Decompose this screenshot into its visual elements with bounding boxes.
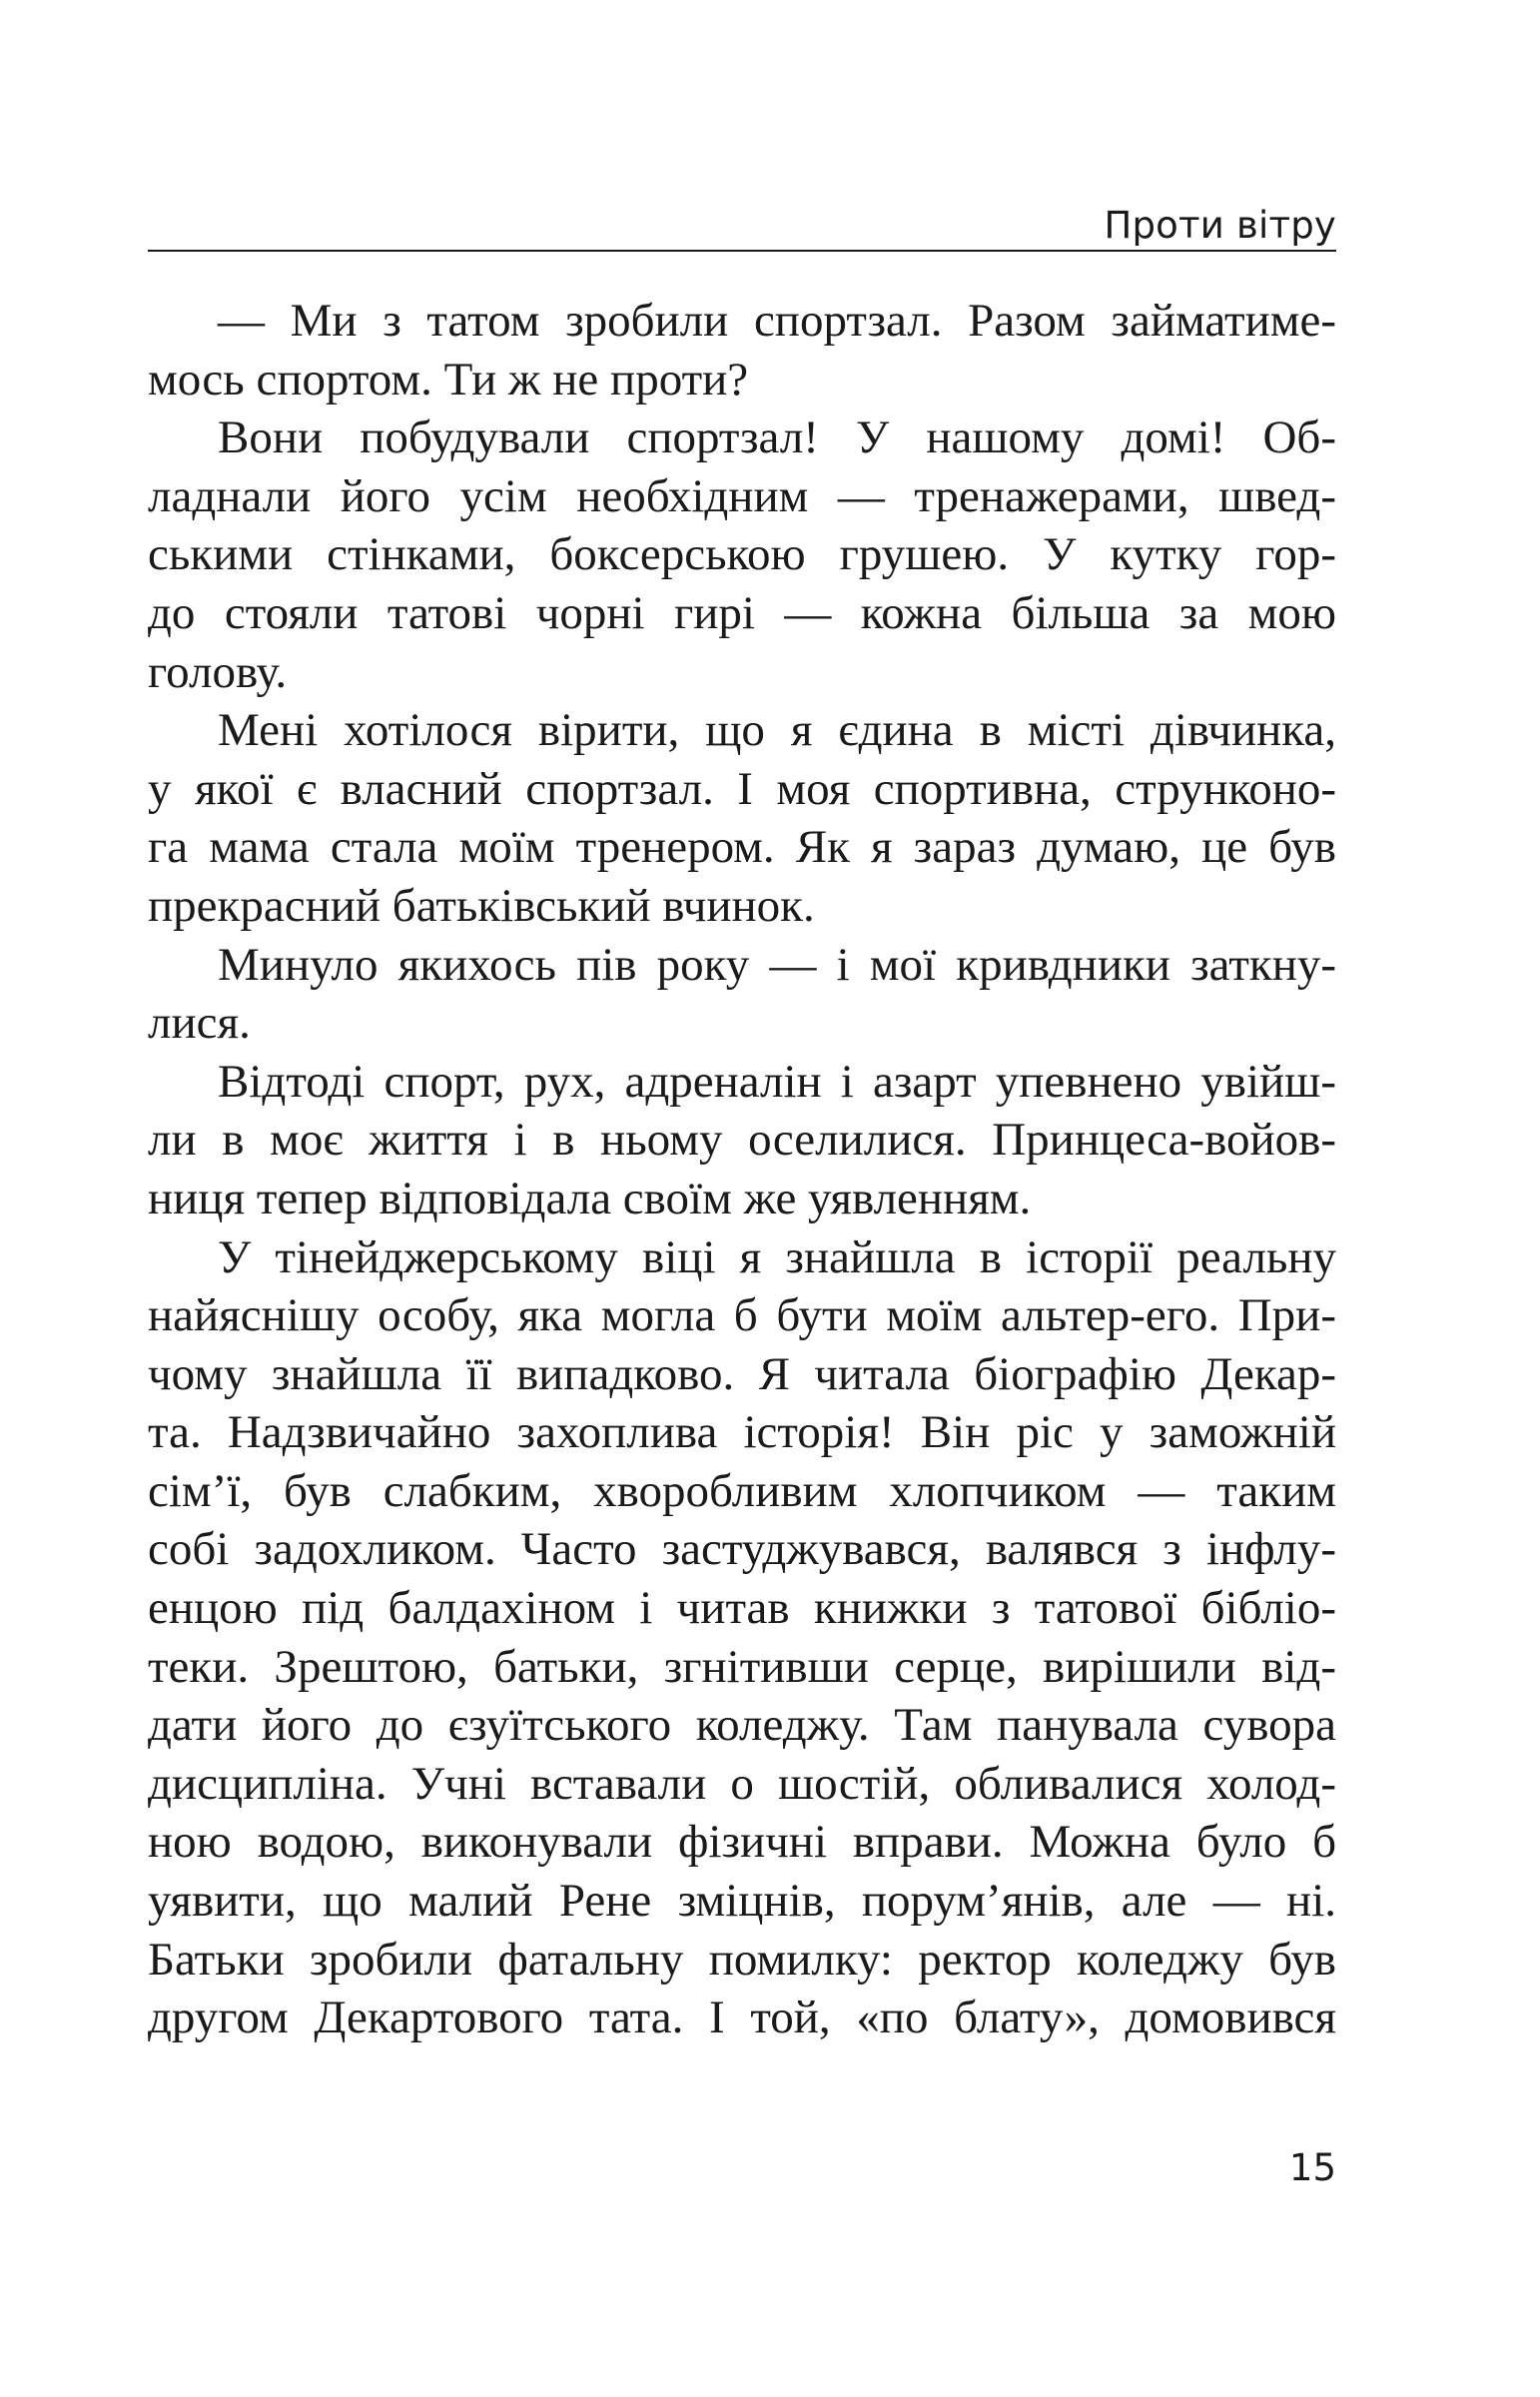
text-line: ли в моє життя і в ньому оселилися. Принцеса-войов- [148, 1114, 1336, 1167]
text-line: прекрасний батьківський вчинок. [148, 879, 815, 932]
text-line: другом Декартового тата. І той, «по блату», домовився [148, 1992, 1336, 2044]
running-head [148, 196, 1336, 252]
text-line: уявити, що малий Рене зміцнів, порум’янів, але — ні. [148, 1875, 1336, 1928]
text-line: ладнали його усім необхідним — тренажерами, швед- [148, 469, 1336, 522]
text-line: голову. [148, 645, 288, 698]
text-line: чому знайшла її випадково. Я читала біографію Декар- [148, 1347, 1336, 1400]
text-line: сім’ї, був слабким, хворобливим хлопчиком — таким [148, 1464, 1336, 1517]
text-line: до стояли татові чорні гирі — кожна більша за мою [148, 586, 1336, 639]
body-text [148, 292, 1336, 2047]
text-line: — Ми з татом зробили спортзал. Разом займатиме- [218, 295, 1336, 347]
text-line: ною водою, виконували фізичні вправи. Можна було б [148, 1816, 1336, 1869]
text-line: мось спортом. Ти ж не проти? [148, 353, 749, 405]
text-line: теки. Зрештою, батьки, згнітивши серце, вирішили від- [148, 1640, 1336, 1693]
text-line: дати його до єзуїтського коледжу. Там панувала сувора [148, 1699, 1336, 1752]
text-line: найяснішу особу, яка могла б бути моїм альтер-его. При- [148, 1289, 1336, 1342]
page-number: 15 [1288, 2146, 1336, 2189]
text-line: та. Надзвичайно захоплива історія! Він ріс у заможній [148, 1406, 1336, 1459]
running-head-title: Проти вітру [1104, 204, 1336, 247]
text-line: Вони побудували спортзал! У нашому домі! Об- [218, 411, 1336, 464]
text-line: Батьки зробили фатальну помилку: ректор коледжу був [148, 1933, 1336, 1986]
text-line: ськими стінками, боксерською грушею. У кутку гор- [148, 528, 1336, 581]
text-line: Мені хотілося вірити, що я єдина в місті дівчинка, [218, 704, 1336, 757]
text-line: у якої є власний спортзал. І моя спортивна, струнконо- [148, 762, 1336, 815]
text-line: дисципліна. Учні вставали о шостій, обливалися холод- [148, 1757, 1336, 1810]
text-line: ниця тепер відповідала своїм же уявленням. [148, 1172, 1032, 1224]
text-line: лися. [148, 997, 251, 1050]
text-line: Відтоді спорт, рух, адреналін і азарт упевнено увійш- [218, 1055, 1336, 1108]
text-line: Минуло якихось пів року — і мої кривдники заткну- [218, 938, 1336, 991]
text-line: енцою під балдахіном і читав книжки з татової бібліо- [148, 1582, 1336, 1635]
text-line: га мама стала моїм тренером. Як я зараз думаю, це був [148, 821, 1336, 874]
text-line: собі задохликом. Часто застуджувався, валявся з інфлу- [148, 1523, 1336, 1576]
text-line: У тінейджерському віці я знайшла в історії реальну [218, 1230, 1336, 1283]
